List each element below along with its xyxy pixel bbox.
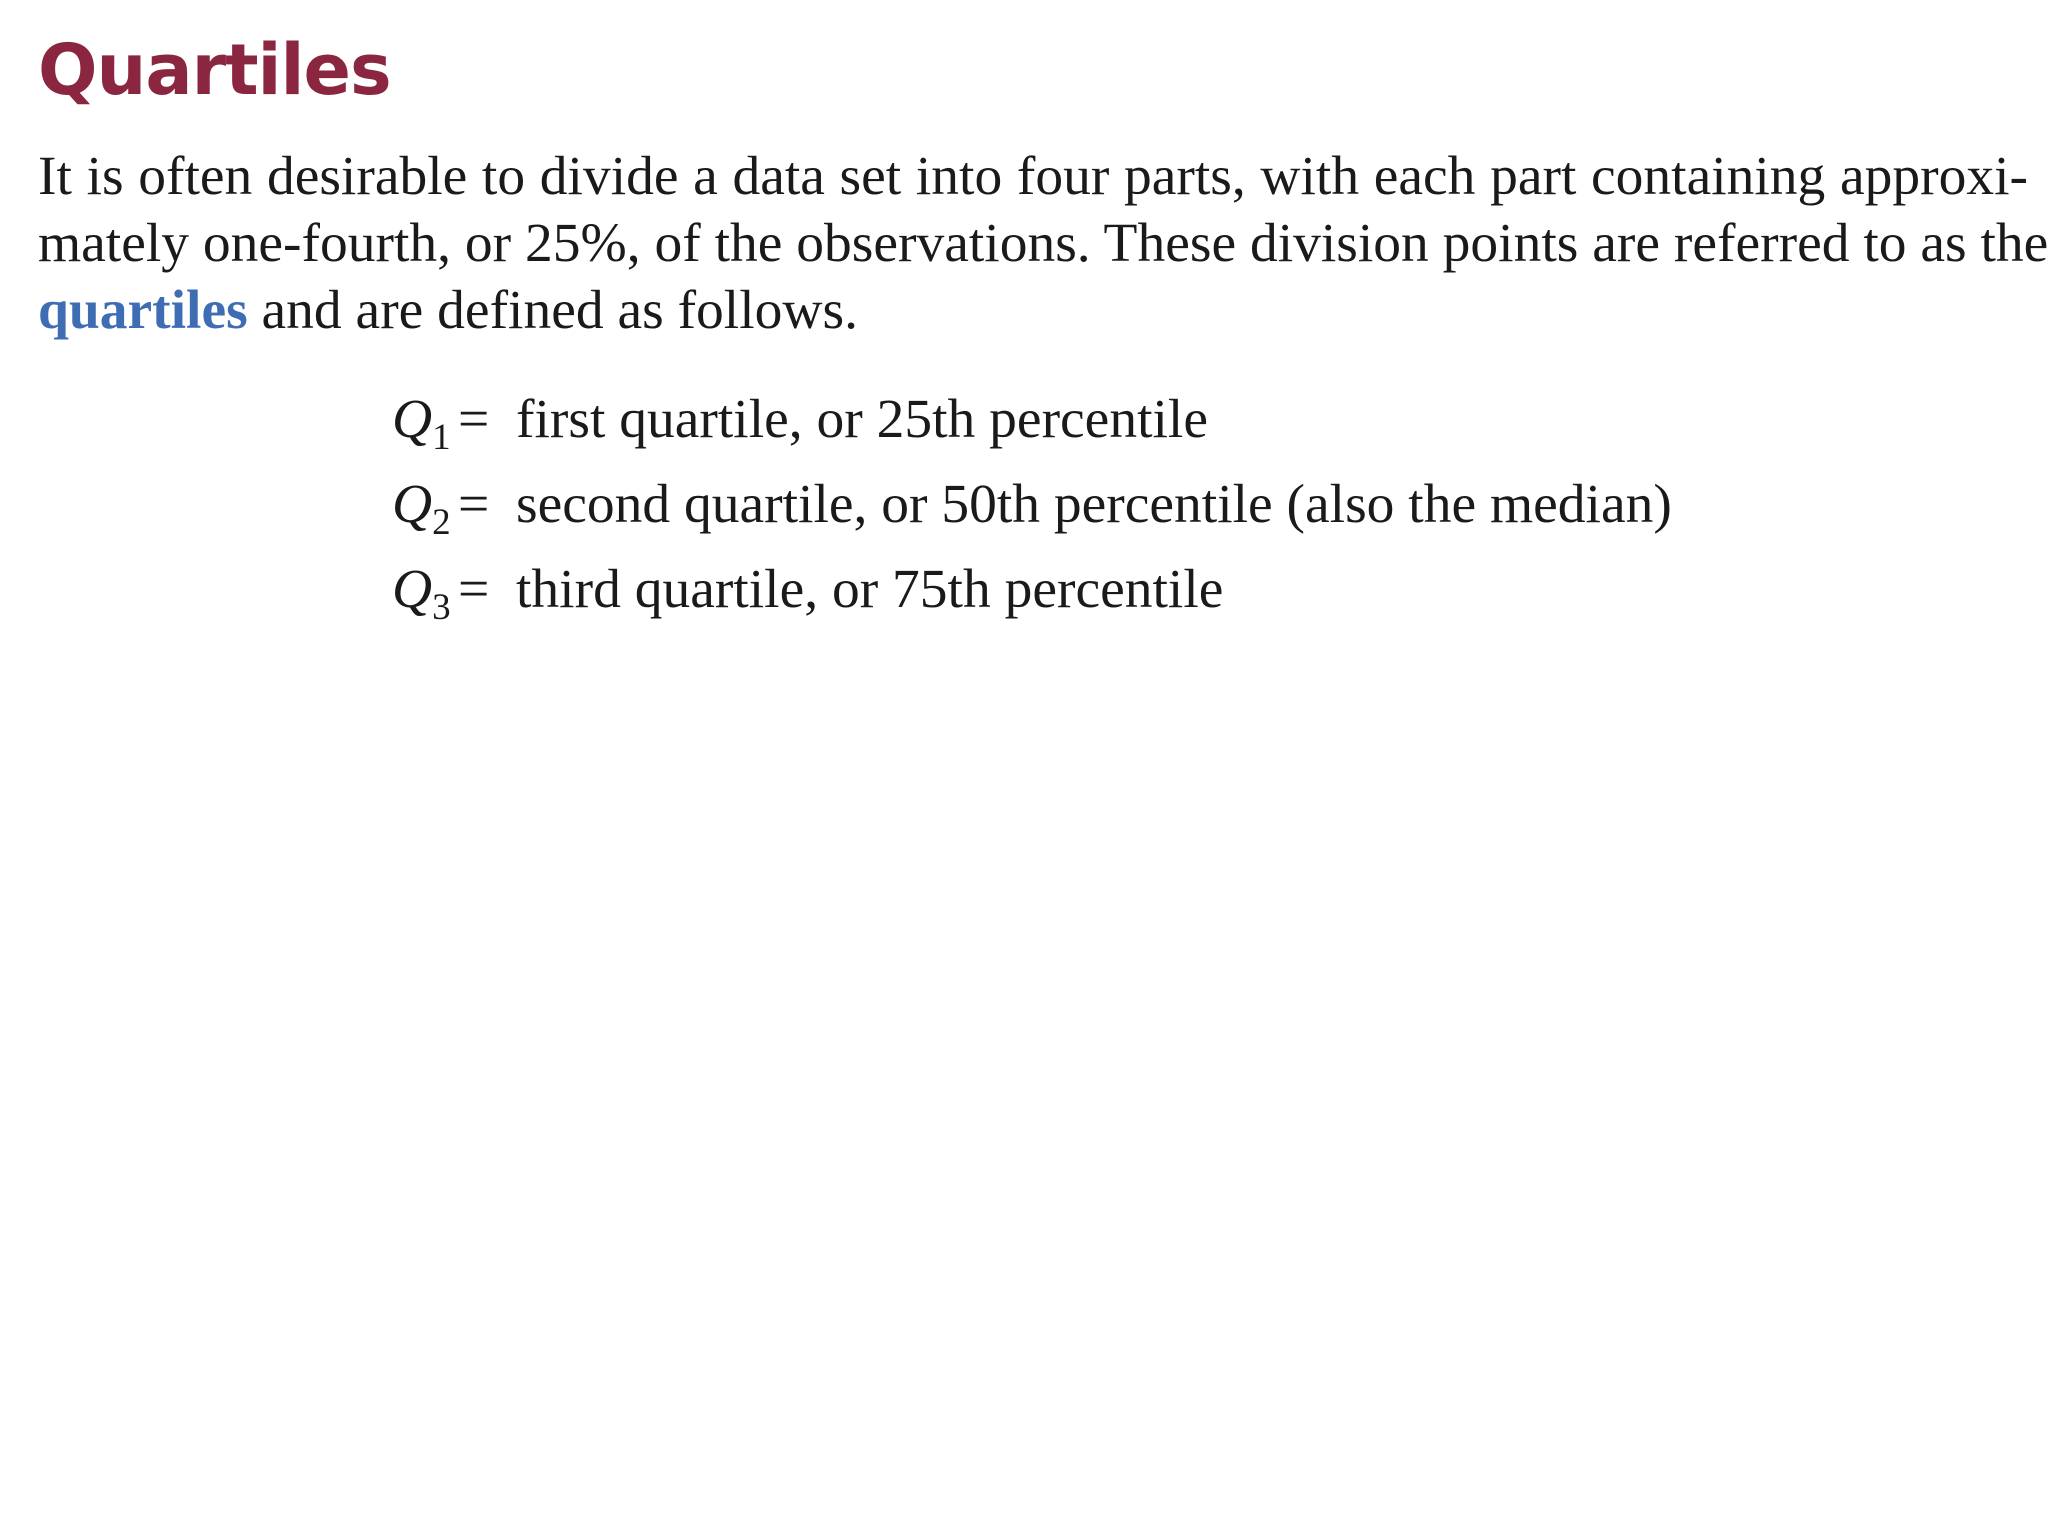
symbol-subscript: 1 xyxy=(432,417,451,458)
symbol-letter: Q xyxy=(392,474,433,535)
definition-text: first quartile, or 25th percentile xyxy=(516,389,1208,450)
symbol-subscript: 2 xyxy=(432,502,451,543)
intro-paragraph xyxy=(38,143,2048,344)
definition-text: second quartile, or 50th percentile (also the median) xyxy=(516,474,1672,535)
intro-line-3-rest: and are defined as follows. xyxy=(247,280,858,341)
quartile-definitions xyxy=(392,385,1672,640)
symbol-subscript: 3 xyxy=(432,587,451,628)
definition-q3 xyxy=(392,555,1672,640)
intro-line-1: It is often desirable to divide a data set into four parts, with each part containing approxi- xyxy=(38,146,2028,207)
definition-q1 xyxy=(392,385,1672,470)
equals-sign: = xyxy=(458,559,490,620)
intro-line-3 xyxy=(38,277,2028,344)
key-term-quartiles: quartiles xyxy=(38,280,248,341)
definition-q2 xyxy=(392,470,1672,555)
equals-sign: = xyxy=(458,389,490,450)
symbol-letter: Q xyxy=(392,559,433,620)
equals-sign: = xyxy=(458,474,490,535)
quartile-symbol xyxy=(392,555,458,628)
symbol-letter: Q xyxy=(392,389,433,450)
definition-text: third quartile, or 75th percentile xyxy=(516,559,1224,620)
intro-line-2: mately one-fourth, or 25%, of the observations. These division points are referred to as the xyxy=(38,213,2048,274)
quartile-symbol xyxy=(392,470,458,543)
section-heading: Quartiles xyxy=(38,29,391,111)
quartile-symbol xyxy=(392,385,458,458)
